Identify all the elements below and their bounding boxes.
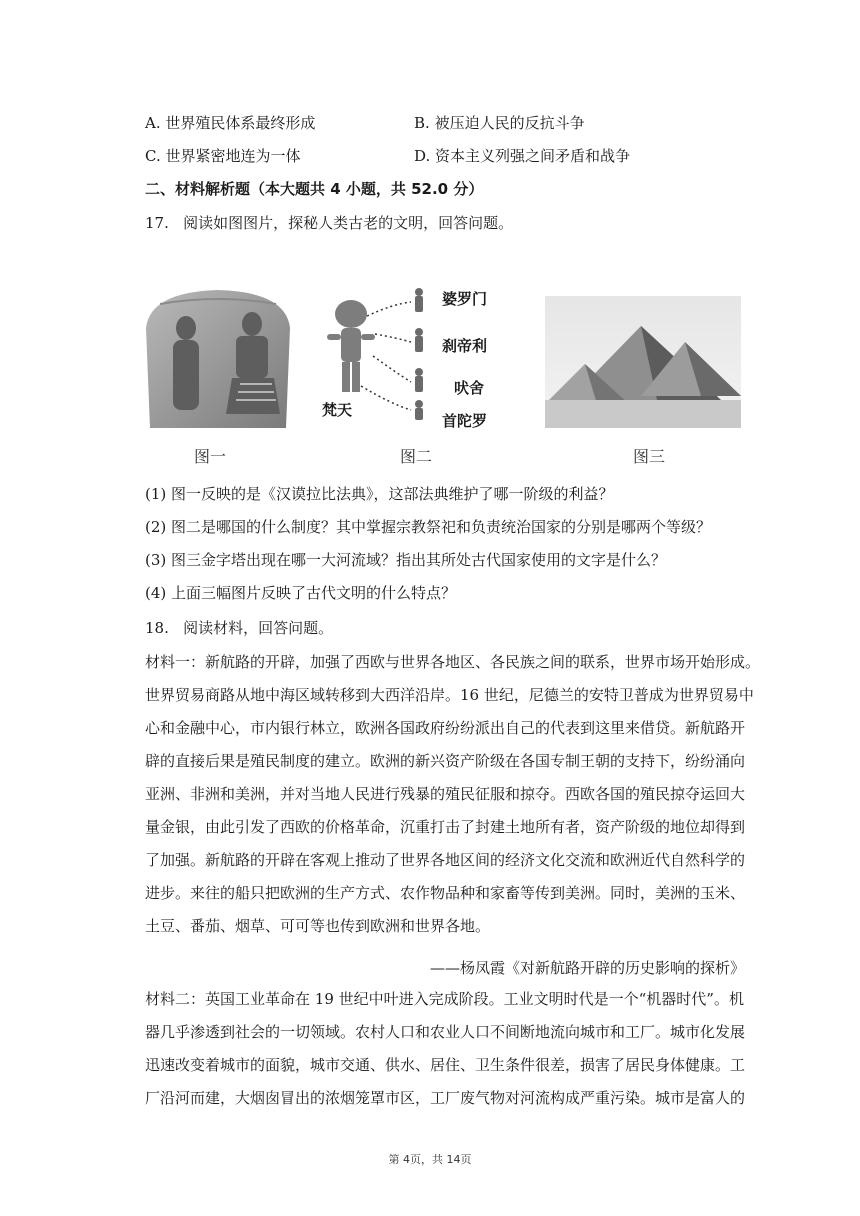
figure-1-caption: 图一: [194, 447, 227, 466]
material-2-line: 材料二：英国工业革命在 19 世纪中叶进入完成阶段。工业文明时代是一个“机器时代”。机: [145, 990, 744, 1008]
god-label-brahma: 梵天: [322, 401, 353, 419]
material-1-source: ——杨凤霞《对新航路开辟的历史影响的探析》: [429, 959, 745, 977]
option-d: [414, 145, 630, 166]
subquestion-2: [145, 516, 711, 537]
subquestion-number: (2): [145, 518, 167, 536]
question-number: 18.: [145, 619, 169, 637]
material-1-line: 了加强。新航路的开辟在客观上推动了世界各地区间的经济文化交流和欧洲近代自然科学的: [145, 851, 746, 869]
option-c: [145, 145, 301, 166]
shudra-figure-icon: [415, 400, 423, 420]
question-17: [145, 212, 513, 233]
caste-label-shudra: 首陀罗: [442, 412, 488, 430]
page-footer: 第 4页，共 14页: [388, 1153, 472, 1166]
material-1-line: 量金银，由此引发了西欧的价格革命，沉重打击了封建土地所有者，资产阶级的地位却得到: [145, 818, 746, 836]
option-text: 世界紧密地连为一体: [165, 147, 301, 165]
material-1-line: 心和金融中心，市内银行林立，欧洲各国政府纷纷派出自己的代表到这里来借贷。新航路开: [145, 719, 746, 737]
material-1-line: 亚洲、非洲和美洲，并对当地人民进行残暴的殖民征服和掠夺。西欧各国的殖民掠夺运回大: [145, 785, 746, 803]
material-1-line: 材料一：新航路的开辟，加强了西欧与世界各地区、各民族之间的联系，世界市场开始形成。: [145, 653, 761, 671]
material-1-line: 世界贸易商路从地中海区域转移到大西洋沿岸。16 世纪，尼德兰的安特卫普成为世界贸易中: [145, 686, 754, 704]
section-title: 二、材料解析题（本大题共 4 小题，共 52.0 分）: [145, 180, 484, 198]
caste-label-kshatriya: 刹帝利: [442, 337, 488, 355]
figure-3-caption: 图三: [633, 447, 666, 466]
material-2-line: 迅速改变着城市的面貌，城市交通、供水、居住、卫生条件很差，损害了居民身体健康。工: [145, 1056, 746, 1074]
kshatriya-figure-icon: [415, 328, 423, 352]
option-letter: C.: [145, 147, 161, 165]
material-2-line: 厂沿河而建，大烟囱冒出的浓烟笼罩市区，工厂废气物对河流构成严重污染。城市是富人的: [145, 1089, 746, 1107]
option-b: [414, 112, 585, 133]
brahma-figure-icon: [327, 300, 375, 392]
subquestion-4: [145, 582, 456, 603]
material-2-line: 器几乎渗透到社会的一切领域。农村人口和农业人口不间断地流向城市和工厂。城市化发展: [145, 1023, 746, 1041]
material-1-line: 辟的直接后果是殖民制度的建立。欧洲的新兴资产阶级在各国专制王朝的支持下，纷纷涌向: [145, 752, 746, 770]
subquestion-number: (4): [145, 584, 167, 602]
figure-2-caption: 图二: [400, 447, 433, 466]
caste-label-vaishya: 吠舍: [454, 379, 485, 397]
material-2: [145, 983, 755, 1115]
option-letter: D.: [414, 147, 431, 165]
subquestion-text: 图二是哪国的什么制度？其中掌握宗教祭祀和负责统治国家的分别是哪两个等级？: [171, 518, 712, 536]
question-prompt: 阅读材料，回答问题。: [183, 619, 334, 637]
material-1-line: 进步。来往的船只把欧洲的生产方式、农作物品种和家畜等传到美洲。同时，美洲的玉米、: [145, 884, 746, 902]
vaishya-figure-icon: [415, 368, 423, 392]
option-text: 世界殖民体系最终形成: [165, 114, 316, 132]
brahmin-figure-icon: [415, 288, 423, 312]
material-1-line: 土豆、番茄、烟草、可可等也传到欧洲和世界各地。: [145, 917, 491, 935]
subquestion-number: (1): [145, 485, 167, 503]
subquestion-text: 图一反映的是《汉谟拉比法典》，这部法典维护了哪一阶级的利益？: [171, 485, 614, 503]
option-a: [145, 112, 315, 133]
question-prompt: 阅读如图图片，探秘人类古老的文明，回答问题。: [183, 214, 514, 232]
figure-1-hammurabi-stele: [140, 288, 295, 428]
subquestion-text: 图三金字塔出现在哪一大河流域？指出其所处古代国家使用的文字是什么？: [171, 551, 667, 569]
subquestion-1: [145, 483, 614, 504]
caste-label-brahmin: 婆罗门: [442, 290, 488, 308]
option-text: 资本主义列强之间矛盾和战争: [435, 147, 631, 165]
option-text: 被压迫人民的反抗斗争: [434, 114, 585, 132]
material-1: [145, 646, 761, 943]
subquestion-number: (3): [145, 551, 167, 569]
question-number: 17.: [145, 214, 169, 232]
option-letter: A.: [145, 114, 161, 132]
figure-3-pyramids: [545, 296, 741, 428]
question-18: [145, 617, 333, 638]
subquestion-3: [145, 549, 666, 570]
option-letter: B.: [414, 114, 430, 132]
subquestion-text: 上面三幅图片反映了古代文明的什么特点？: [171, 584, 457, 602]
